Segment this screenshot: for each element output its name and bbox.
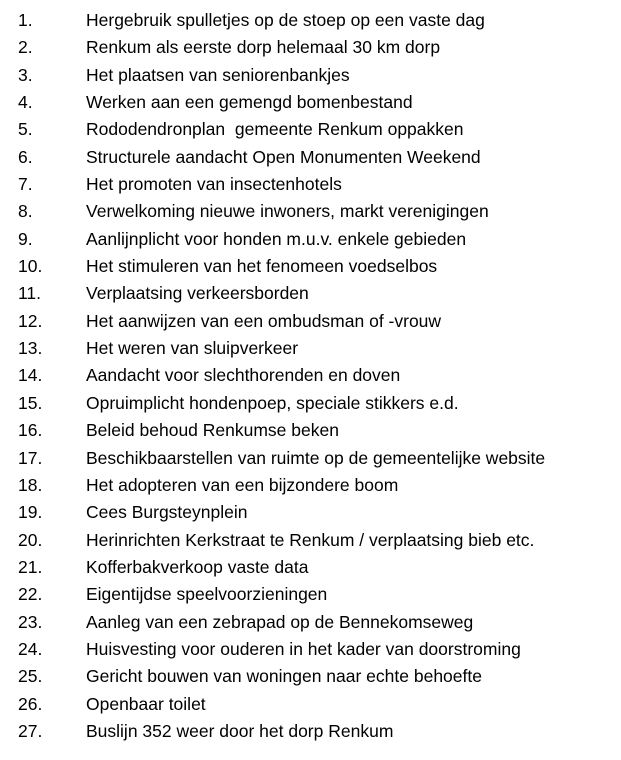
item-number: 13. (18, 338, 43, 359)
list-item (0, 89, 621, 116)
item-text: Hergebruik spulletjes op de stoep op een vaste dag (86, 10, 485, 30)
list-item (0, 171, 621, 198)
item-text: Buslijn 352 weer door het dorp Renkum (86, 720, 394, 741)
item-number: 18. (18, 474, 43, 495)
item-text: Verwelkoming nieuwe inwoners, markt verenigingen (86, 201, 489, 222)
list-item (0, 609, 621, 636)
item-number: 23. (18, 611, 43, 632)
item-number: 12. (18, 310, 43, 331)
item-number: 24. (18, 638, 43, 659)
item-number: 14. (18, 365, 43, 386)
item-text: Renkum als eerste dorp helemaal 30 km dorp (86, 37, 441, 58)
list-item (0, 445, 621, 472)
item-number: 25. (18, 666, 43, 687)
item-number: 3. (18, 64, 33, 85)
item-text: Eigentijdse speelvoorzieningen (86, 584, 328, 605)
list-item (0, 554, 621, 581)
list-item (0, 116, 621, 143)
item-number: 6. (18, 146, 33, 167)
item-text: Werken aan een gemengd bomenbestand (86, 92, 413, 113)
list-item (0, 472, 621, 499)
list-item (0, 691, 621, 718)
item-number: 17. (18, 447, 43, 468)
item-number: 16. (18, 420, 43, 441)
item-number: 4. (18, 92, 33, 113)
item-number: 8. (18, 201, 33, 222)
item-number: 1. (18, 10, 33, 30)
item-text: Beleid behoud Renkumse beken (86, 420, 339, 441)
item-text: Cees Burgsteynplein (86, 502, 248, 523)
item-number: 9. (18, 228, 33, 249)
item-text: Het promoten van insectenhotels (86, 174, 342, 195)
list-item (0, 636, 621, 663)
item-text: Openbaar toilet (86, 693, 206, 714)
item-text: Aanlijnplicht voor honden m.u.v. enkele gebieden (86, 228, 467, 249)
item-number: 20. (18, 529, 43, 550)
item-text: Beschikbaarstellen van ruimte op de gemeentelijke website (86, 447, 546, 468)
item-number: 7. (18, 174, 33, 195)
item-number: 11. (18, 283, 42, 304)
list-item (0, 417, 621, 444)
list-item (0, 226, 621, 253)
list-item (0, 499, 621, 526)
list-item (0, 308, 621, 335)
item-text: Aandacht voor slechthorenden en doven (86, 365, 401, 386)
item-number: 27. (18, 720, 43, 741)
item-text: Gericht bouwen van woningen naar echte behoefte (86, 666, 482, 687)
item-text: Aanleg van een zebrapad op de Bennekomseweg (86, 611, 474, 632)
item-text: Het adopteren van een bijzondere boom (86, 474, 399, 495)
list-item (0, 362, 621, 389)
item-text: Rododendronplan gemeente Renkum oppakken (86, 119, 464, 140)
item-number: 5. (18, 119, 33, 140)
list-item (0, 34, 621, 61)
list-item (0, 527, 621, 554)
item-text: Opruimplicht hondenpoep, speciale stikkers e.d. (86, 392, 459, 413)
item-text: Het plaatsen van seniorenbankjes (86, 64, 350, 85)
list-item (0, 335, 621, 362)
list-item (0, 7, 621, 34)
item-number: 19. (18, 502, 43, 523)
item-number: 15. (18, 392, 43, 413)
item-text: Herinrichten Kerkstraat te Renkum / verplaatsing bieb etc. (86, 529, 535, 550)
item-number: 26. (18, 693, 43, 714)
list-item (0, 390, 621, 417)
item-text: Het stimuleren van het fenomeen voedselbos (86, 256, 438, 277)
item-text: Verplaatsing verkeersborden (86, 283, 309, 304)
list-item (0, 663, 621, 690)
item-text: Kofferbakverkoop vaste data (86, 556, 309, 577)
item-text: Het aanwijzen van een ombudsman of -vrouw (86, 310, 442, 331)
list-item (0, 718, 621, 745)
item-text: Het weren van sluipverkeer (86, 338, 299, 359)
item-text: Huisvesting voor ouderen in het kader van doorstroming (86, 638, 521, 659)
item-number: 21. (18, 556, 43, 577)
numbered-list (0, 7, 621, 745)
list-item (0, 581, 621, 608)
item-number: 2. (18, 37, 33, 58)
list-item (0, 198, 621, 225)
item-text: Structurele aandacht Open Monumenten Weekend (86, 146, 481, 167)
item-number: 10. (18, 256, 43, 277)
list-item (0, 280, 621, 307)
item-number: 22. (18, 584, 43, 605)
list-item (0, 253, 621, 280)
list-item (0, 62, 621, 89)
list-item (0, 144, 621, 171)
